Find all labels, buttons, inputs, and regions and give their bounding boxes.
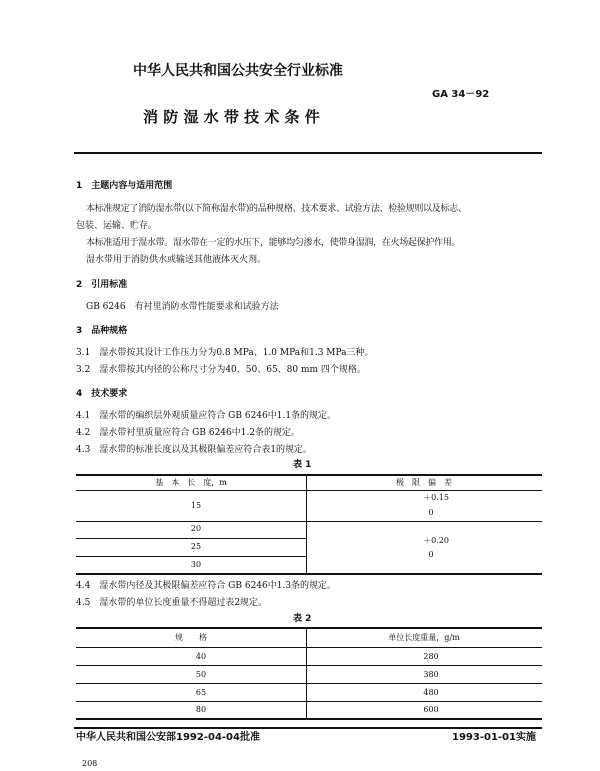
table-1-length-cell: 30 [190,560,202,569]
section-3-heading: 3 品种规格 [76,326,128,336]
section-1-heading: 1 主题内容与适用范围 [76,181,173,191]
table-1-top-rule [76,474,542,476]
table-1-length-cell: 15 [190,501,202,510]
section-1-paragraph-2: 本标准适用于湿水带。湿水带在一定的水压下，能够均匀渗水，使带身湿润，在火场起保护作用。 [86,238,461,248]
table-1-bottom-rule [76,573,542,575]
table-2-weight-cell: 280 [423,652,439,661]
table-1-header-length: 基 本 长 度，m [155,478,227,487]
clause-4-5: 4.5 湿水带的单位长度重量不得超过表2规定。 [76,598,268,608]
table-2-row-rule [76,665,542,666]
normative-reference: GB 6246 有衬里消防水带性能要求和试验方法 [86,302,279,312]
table-2-header-rule [76,647,542,648]
table-2-row-rule [76,683,542,684]
table-1-header-rule [76,490,542,491]
table-2-row-rule [76,701,542,702]
issuer-title: 中华人民共和国公共安全行业标准 [133,63,343,79]
document-title: 消 防 湿 水 带 技 术 条 件 [143,108,320,126]
effective-date: 1993-01-01实施 [452,732,536,743]
header-rule [74,152,542,154]
table-2-header-spec: 规 格 [175,633,207,642]
approval-line: 中华人民共和国公安部1992-04-04批准 [76,732,260,743]
table-2-spec-cell: 65 [195,688,207,697]
section-1-paragraph-1-line-2: 包装、运输、贮存。 [76,221,158,231]
table-1-length-cell: 20 [190,524,202,533]
table-1-deviation-lower: 0 [428,550,434,559]
table-2-weight-cell: 600 [423,705,439,714]
table-1-deviation-upper: ＋0.20 [423,536,449,545]
clause-4-3: 4.3 湿水带的标准长度以及其极限偏差应符合表1的规定。 [76,445,313,455]
table-2-spec-cell: 50 [195,670,207,679]
table-2-weight-cell: 480 [423,688,439,697]
clause-4-4: 4.4 湿水带内径及其极限偏差应符合 GB 6246中1.3条的规定。 [76,581,337,591]
clause-3-2: 3.2 湿水带按其内径的公称尺寸分为40、50、65、80 mm 四个规格。 [76,365,366,375]
table-1-caption: 表 1 [293,460,312,470]
table-2-bottom-rule [76,718,542,720]
table-1-length-cell: 25 [190,542,202,551]
section-1-paragraph-1-line-1: 本标准规定了消防湿水带(以下简称湿水带)的品种规格、技术要求、试验方法、检验规则以及标志、 [86,204,467,214]
clause-3-1: 3.1 湿水带按其设计工作压力分为0.8 MPa、1.0 MPa和1.3 MPa三种。 [76,348,374,358]
page-number: 208 [82,759,98,768]
table-2-spec-cell: 80 [195,705,207,714]
clause-4-2: 4.2 湿水带衬里质量应符合 GB 6246中1.2条的规定。 [76,428,301,438]
table-2-header-weight: 单位长度重量，g/m [388,633,460,642]
table-1-row-rule [76,556,306,557]
section-2-heading: 2 引用标准 [76,280,128,290]
table-1-row-rule [76,521,542,522]
section-1-paragraph-3: 湿水带用于消防供水或输送其他液体灭火剂。 [86,255,267,265]
table-2-top-rule [76,627,542,629]
table-2-caption: 表 2 [293,614,312,624]
table-1-row-rule [76,538,306,539]
table-2-spec-cell: 40 [195,652,207,661]
standard-code: GA 34－92 [432,89,490,100]
section-4-heading: 4 技术要求 [76,389,128,399]
clause-4-1: 4.1 湿水带的编织层外观质量应符合 GB 6246中1.1条的规定。 [76,411,337,421]
footer-rule [74,727,542,729]
table-2-weight-cell: 380 [423,670,439,679]
table-1-deviation-lower: 0 [428,508,434,517]
table-1-deviation-upper: ＋0.15 [423,493,449,502]
table-1-header-deviation: 极 限 偏 差 [396,478,452,487]
